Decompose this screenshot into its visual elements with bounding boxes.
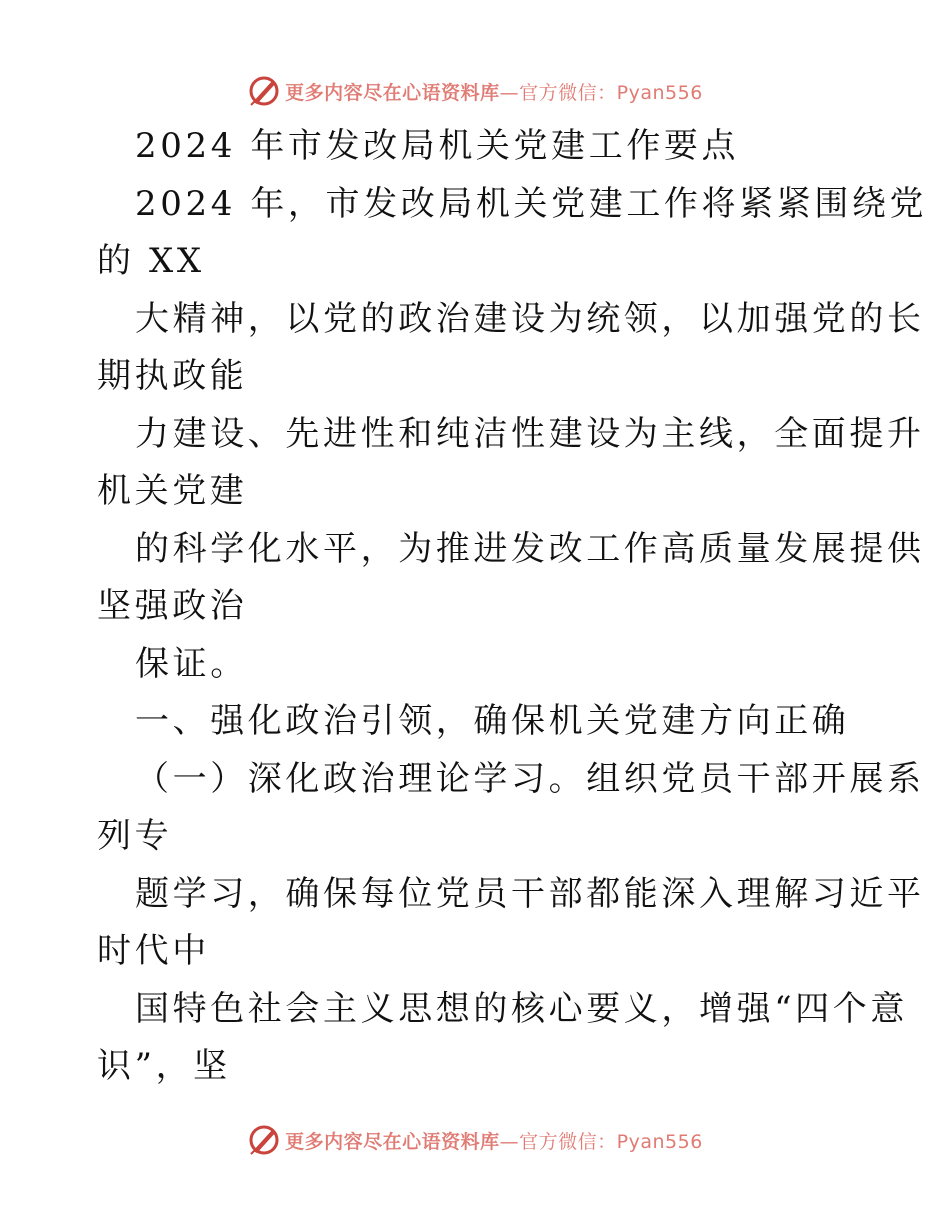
text-line: 识”，坚	[97, 1046, 231, 1086]
text-line: 的科学化水平，为推进发改工作高质量发展提供	[135, 528, 925, 569]
text-line: 一、强化政治引领，确保机关党建方向正确	[135, 701, 850, 741]
text-line: 列专	[97, 816, 173, 856]
text-line: 2024 年市发改局机关党建工作要点	[135, 126, 740, 166]
text-line: 国特色社会主义思想的核心要义，增强“四个意	[135, 988, 908, 1029]
text-line: 力建设、先进性和纯洁性建设为主线，全面提升	[135, 413, 925, 454]
text-line: （一）深化政治理论学习。组织党员干部开展系	[135, 758, 925, 799]
text-line: 大精神，以党的政治建设为统领，以加强党的长	[135, 298, 925, 339]
quill-logo-icon	[247, 74, 281, 108]
text-line: 的 XX	[97, 241, 205, 281]
document-body	[97, 118, 928, 1096]
watermark-banner-bottom	[0, 1120, 950, 1160]
text-line: 题学习，确保每位党员干部都能深入理解习近平	[135, 873, 925, 914]
watermark-banner-top	[0, 71, 950, 111]
quill-logo-icon	[247, 1123, 281, 1157]
text-line: 期执政能	[97, 356, 248, 396]
watermark-text: 更多内容尽在心语资料库—官方微信：Pyan556	[285, 81, 703, 104]
text-line: 保证。	[135, 643, 248, 684]
text-line: 坚强政治	[97, 586, 248, 626]
text-line: 2024 年，市发改局机关党建工作将紧紧围绕党	[135, 183, 928, 224]
text-line: 机关党建	[97, 471, 248, 511]
text-line: 时代中	[97, 931, 210, 971]
watermark-text: 更多内容尽在心语资料库—官方微信：Pyan556	[285, 1130, 703, 1153]
